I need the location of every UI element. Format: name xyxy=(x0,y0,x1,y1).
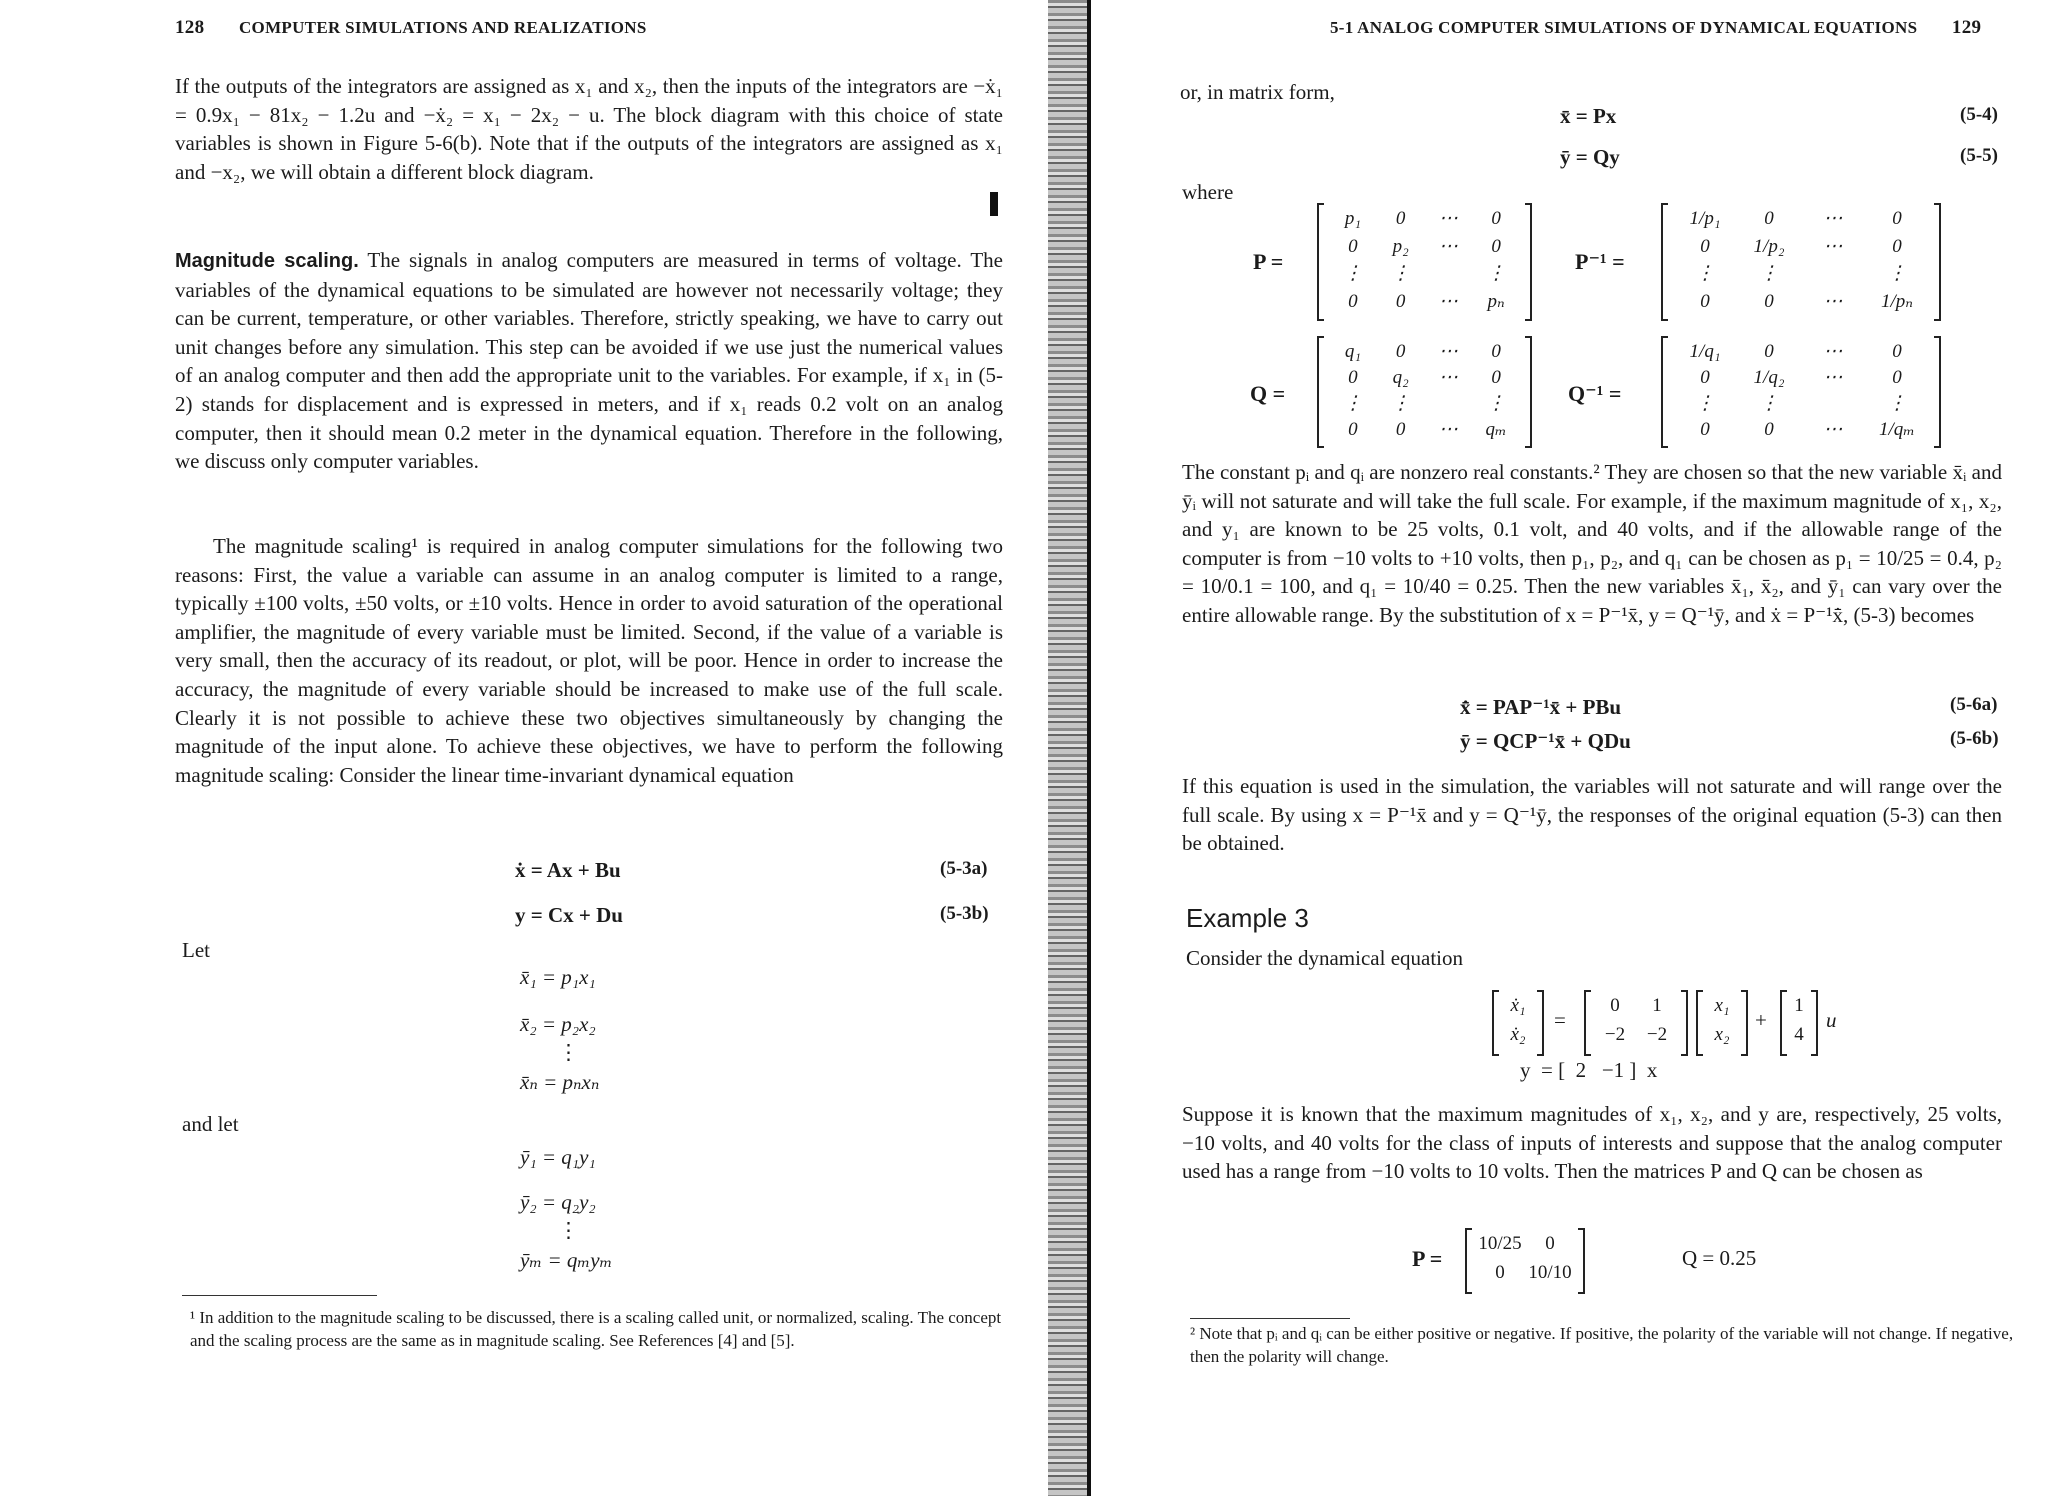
Qinv-matrix-cell: ⋯ xyxy=(1823,367,1843,388)
and-let-label: and let xyxy=(182,1112,239,1136)
equation-5-4-number: (5-4) xyxy=(1960,104,1998,125)
right-page-number: 129 xyxy=(1951,17,1982,38)
equation-5-6b-number: (5-6b) xyxy=(1950,728,1999,749)
example-xdot-cell: ẋ₂ xyxy=(1510,1024,1526,1045)
equation-5-3b-number: (5-3b) xyxy=(940,903,989,924)
P-matrix-cell: 0 xyxy=(1348,235,1358,257)
example-heading: Example 3 xyxy=(1186,903,1309,933)
Qinv-matrix-cell: 0 xyxy=(1700,419,1710,440)
example-A-cell: 1 xyxy=(1652,995,1662,1016)
right-footnote: ² Note that pᵢ and qᵢ can be either positive or negative. If positive, the polarity of the variable will not change. If negative, then the polarity will change. xyxy=(1190,1324,2014,1366)
left-page-number: 128 xyxy=(175,17,205,38)
Q-matrix-cell: ⋮ xyxy=(1391,393,1411,414)
example-A-cell: −2 xyxy=(1646,1024,1668,1045)
P-matrix-cell: p₁ xyxy=(1344,208,1361,229)
Pinv-matrix-cell: 0 xyxy=(1764,208,1774,229)
scaling-heading: Magnitude scaling. xyxy=(175,250,359,272)
P-matrix-cell: pₙ xyxy=(1487,290,1505,312)
where-label: where xyxy=(1182,180,1234,204)
Q-matrix xyxy=(1317,336,1532,448)
P-matrix-cell: ⋯ xyxy=(1438,235,1458,257)
P-matrix-cell: ⋮ xyxy=(1391,263,1411,284)
P-matrix-cell: ⋮ xyxy=(1486,263,1506,284)
Q-matrix-cell: 0 xyxy=(1395,341,1406,362)
equation-5-4: x̄ = Px xyxy=(1560,104,1617,128)
Qinv-matrix-cell: ⋮ xyxy=(1887,393,1907,414)
Q-matrix-cell: ⋮ xyxy=(1343,393,1363,414)
equation-5-6a: x̄̇ = PAP⁻¹x̄ + PBu xyxy=(1460,695,1622,719)
example-A-matrix xyxy=(1584,990,1688,1056)
left-footnote-rule xyxy=(182,1295,377,1296)
ybar-vdots: ⋮ xyxy=(558,1218,579,1242)
P-matrix-cell: 0 xyxy=(1491,235,1501,257)
Pinv-matrix-cell: ⋯ xyxy=(1823,290,1843,312)
suppose-paragraph: Suppose it is known that the maximum magnitudes of x₁, x₂, and y are, respectively, 25 volts, −10 volts, and 40 volts for the class of inputs of interests and suppose that the analog computer used has a range from −10 volts to 10 volts. Then the matrices P and Q can be chosen as xyxy=(1182,1102,2002,1184)
Pinv-matrix-cell: ⋮ xyxy=(1887,263,1907,284)
Pinv-matrix-cell: ⋯ xyxy=(1823,235,1843,257)
or-matrix-form: or, in matrix form, xyxy=(1180,80,1335,104)
reasons-paragraph: The magnitude scaling¹ is required in analog computer simulations for the following two reasons: First, the value a variable can assume in an analog computer is limited to a range, typically ±100 volts, ±50 volts, or ±10 volts. Hence in order to avoid saturation of the operational amplifier, the magnitude of every variable must be limited. Second, if the value of a variable is very small, then the accuracy of its readout, or plot, will be poor. Hence in order to increase the accuracy, the magnitude of every variable should be increased to make use of the full scale. Clearly it is not possible to achieve these two objectives simultaneously by changing the magnitude of the input alone. To achieve these objectives, we have to perform the following magnitude scaling: Consider the linear time-invariant dynamical equation xyxy=(175,534,1003,787)
right-footnote-rule xyxy=(1190,1318,1350,1319)
equation-5-6a-number: (5-6a) xyxy=(1950,694,1998,715)
Pinv-matrix-cell: 1/p₂ xyxy=(1753,235,1785,257)
final-P-matrix xyxy=(1465,1228,1585,1294)
ybar2-equation: ȳ₂ = q₂y₂ xyxy=(520,1190,596,1214)
scaling-paragraph xyxy=(175,246,1003,476)
P-matrix-cell xyxy=(1425,262,1473,290)
Q-matrix-cell xyxy=(1425,392,1473,418)
example-B-cell: 4 xyxy=(1794,1024,1804,1045)
final-P-cell: 10/25 xyxy=(1478,1233,1522,1254)
example-intro: Consider the dynamical equation xyxy=(1186,946,1464,970)
final-P-cell: 0 xyxy=(1545,1233,1555,1254)
Qinv-matrix-cell: ⋮ xyxy=(1759,393,1779,414)
P-matrix-cell: 0 xyxy=(1348,290,1358,312)
xbar-vdots: ⋮ xyxy=(558,1040,579,1064)
Qinv-matrix-cell: 1/q₂ xyxy=(1753,367,1785,388)
Qinv-matrix-cell: 0 xyxy=(1892,341,1902,362)
example-equals: = xyxy=(1554,1008,1566,1032)
example-xdot-cell: ẋ₁ xyxy=(1510,995,1526,1016)
scaling-body: The signals in analog computers are measured in terms of voltage. The variables of the dynamical equations to be simulated are however not necessarily voltage; they can be current, temperature, or other variables. Therefore, strictly speaking, we have to carry out unit changes before any simulation. This step can be avoided if we use just the numerical values of an analog computer and then add the appropriate unit to the variables. For example, if x₁ in (5-2) stands for displacement and is expressed in meters, and if x₁ reads 0.2 volt on an analog computer, then it should mean 0.2 meter in the dynamical equation. Therefore in the following, we discuss only computer variables. xyxy=(175,248,1003,474)
Q-matrix-cell: 0 xyxy=(1395,419,1406,440)
example-A-cell: 0 xyxy=(1610,995,1620,1016)
Pinv-matrix-cell: 0 xyxy=(1892,208,1902,229)
P-matrix-cell: 0 xyxy=(1395,290,1406,312)
Qinv-matrix-cell xyxy=(1801,392,1865,418)
P-matrix-cell: p₂ xyxy=(1392,235,1409,257)
intro-paragraph: If the outputs of the integrators are assigned as x₁ and x₂, then the inputs of the integrators are −ẋ₁ = 0.9x₁ − 81x₂ − 1.2u and −ẋ₂ = x₁ − 2x₂ − u. The block diagram with this choice of state variables is shown in Figure 5-6(b). Note that if the outputs of the integrators are assigned as x₁ and −x₂, we will obtain a different block diagram. xyxy=(175,74,1003,184)
final-P-label: P = xyxy=(1412,1246,1443,1271)
example-x-cell: x₂ xyxy=(1714,1024,1730,1045)
P-matrix-cell: ⋮ xyxy=(1343,263,1363,284)
xbar2-equation: x̄₂ = p₂x₂ xyxy=(520,1012,596,1036)
Pinv-matrix-cell: 0 xyxy=(1764,290,1774,312)
example-xdot-vector xyxy=(1492,990,1544,1056)
Qinv-matrix-cell: ⋯ xyxy=(1823,341,1843,362)
example-plus: + xyxy=(1755,1008,1767,1032)
Qinv-matrix-cell: 1/q₁ xyxy=(1689,341,1721,362)
ybar1-equation: ȳ₁ = q₁y₁ xyxy=(520,1145,596,1169)
Qinv-matrix-cell: 0 xyxy=(1700,367,1710,388)
Q-matrix-cell: q₂ xyxy=(1392,367,1409,388)
equation-5-5-number: (5-5) xyxy=(1960,145,1998,166)
Q-matrix-cell: 0 xyxy=(1348,419,1358,440)
Qinv-matrix-cell: 0 xyxy=(1764,341,1774,362)
constants-paragraph: The constant pᵢ and qᵢ are nonzero real constants.² They are chosen so that the new variable x̄ᵢ and ȳᵢ will not saturate and will take the full scale. For example, if the maximum magnitude of x₁, x₂, and y₁ are known to be 25 volts, 0.1 volt, and 40 volts, and if the allowable range of the computer is from −10 volts to +10 volts, then p₁, p₂, and q₁ can be chosen as p₁ = 10/25 = 0.4, p₂ = 10/0.1 = 100, and q₁ = 10/40 = 0.25. Then the new variables x̄₁, x̄₂, and ȳ₁ can vary over the entire allowable range. By the substitution of x = P⁻¹x̄, y = Q⁻¹ȳ, and ẋ = P⁻¹x̄̇, (5-3) becomes xyxy=(1182,460,2002,627)
Pinv-matrix xyxy=(1661,203,1941,321)
example-B-cell: 1 xyxy=(1794,995,1804,1016)
Qinv-matrix-cell: 0 xyxy=(1764,419,1774,440)
Qinv-matrix-cell: ⋯ xyxy=(1823,419,1843,440)
Qinv-matrix xyxy=(1661,336,1941,448)
Pinv-matrix-cell: 0 xyxy=(1700,235,1710,257)
Q-matrix-cell: ⋮ xyxy=(1486,393,1506,414)
P-matrix-cell: ⋯ xyxy=(1438,208,1458,229)
final-Q-value: Q = 0.25 xyxy=(1682,1246,1757,1270)
Pinv-matrix-cell: 0 xyxy=(1892,235,1902,257)
final-P-cell: 10/10 xyxy=(1528,1262,1572,1283)
right-running-head xyxy=(1330,17,1981,39)
equation-5-3a-number: (5-3a) xyxy=(940,858,988,879)
Pinv-matrix-cell: 1/pₙ xyxy=(1881,290,1913,312)
final-P-cell: 0 xyxy=(1495,1262,1505,1283)
let-label: Let xyxy=(182,938,210,962)
P-matrix-cell: 0 xyxy=(1491,208,1501,229)
Pinv-label: P⁻¹ = xyxy=(1575,249,1625,274)
xbar1-equation: x̄₁ = p₁x₁ xyxy=(520,965,596,989)
Pinv-matrix-cell: ⋮ xyxy=(1759,263,1779,284)
Pinv-matrix-cell: 1/p₁ xyxy=(1689,208,1721,229)
Qinv-matrix-cell: ⋮ xyxy=(1695,393,1715,414)
Pinv-matrix-cell: 0 xyxy=(1700,290,1710,312)
example-A-cell: −2 xyxy=(1604,1024,1626,1045)
Q-matrix-cell: ⋯ xyxy=(1438,367,1458,388)
end-of-example-mark xyxy=(990,192,998,216)
Q-matrix-cell: 0 xyxy=(1491,367,1501,388)
P-matrix-cell: ⋯ xyxy=(1438,290,1458,312)
P-matrix xyxy=(1317,203,1532,321)
left-running-head xyxy=(175,17,647,39)
right-running-title: 5-1 ANALOG COMPUTER SIMULATIONS OF DYNAMICAL EQUATIONS xyxy=(1330,18,1918,37)
equation-5-6b: ȳ = QCP⁻¹x̄ + QDu xyxy=(1460,729,1631,753)
Q-matrix-cell: 0 xyxy=(1491,341,1501,362)
Pinv-matrix-cell xyxy=(1801,262,1865,290)
Q-matrix-cell: ⋯ xyxy=(1438,341,1458,362)
P-label: P = xyxy=(1253,249,1284,274)
left-footnote: ¹ In addition to the magnitude scaling to be discussed, there is a scaling called unit, or normalized, scaling. The concept and the scaling process are the same as in magnitude scaling. See References [4] and [5]. xyxy=(190,1308,1002,1350)
Qinv-matrix-cell: 0 xyxy=(1892,367,1902,388)
equation-5-3a: ẋ = Ax + Bu xyxy=(515,858,621,882)
Q-matrix-cell: ⋯ xyxy=(1438,419,1458,440)
Q-matrix-cell: qₘ xyxy=(1485,419,1507,440)
equation-5-3b: y = Cx + Du xyxy=(515,903,623,927)
example-B-vector xyxy=(1780,990,1818,1056)
right-page xyxy=(1090,0,2048,1496)
Q-label: Q = xyxy=(1250,381,1286,406)
example-x-cell: x₁ xyxy=(1714,995,1730,1016)
Pinv-matrix-cell: ⋮ xyxy=(1695,263,1715,284)
example-output-equation: y = [ 2 −1 ] x xyxy=(1520,1058,1658,1082)
P-matrix-cell: 0 xyxy=(1395,208,1406,229)
Q-matrix-cell: q₁ xyxy=(1344,341,1361,362)
Qinv-matrix-cell: 1/qₘ xyxy=(1879,419,1915,440)
Q-matrix-cell: 0 xyxy=(1348,367,1358,388)
ybarm-equation: ȳₘ = qₘyₘ xyxy=(520,1248,613,1272)
equation-5-5: ȳ = Qy xyxy=(1560,145,1620,169)
xbarn-equation: x̄ₙ = pₙxₙ xyxy=(520,1070,600,1094)
example-u: u xyxy=(1826,1008,1837,1032)
example-x-vector xyxy=(1696,990,1748,1056)
left-running-title: COMPUTER SIMULATIONS AND REALIZATIONS xyxy=(238,18,647,37)
Qinv-label: Q⁻¹ = xyxy=(1568,381,1622,406)
simulation-paragraph: If this equation is used in the simulation, the variables will not saturate and will range over the full scale. By using x = P⁻¹x̄ and y = Q⁻¹ȳ, the responses of the original equation (5-3) can then be obtained. xyxy=(1182,774,2002,856)
Pinv-matrix-cell: ⋯ xyxy=(1823,208,1843,229)
